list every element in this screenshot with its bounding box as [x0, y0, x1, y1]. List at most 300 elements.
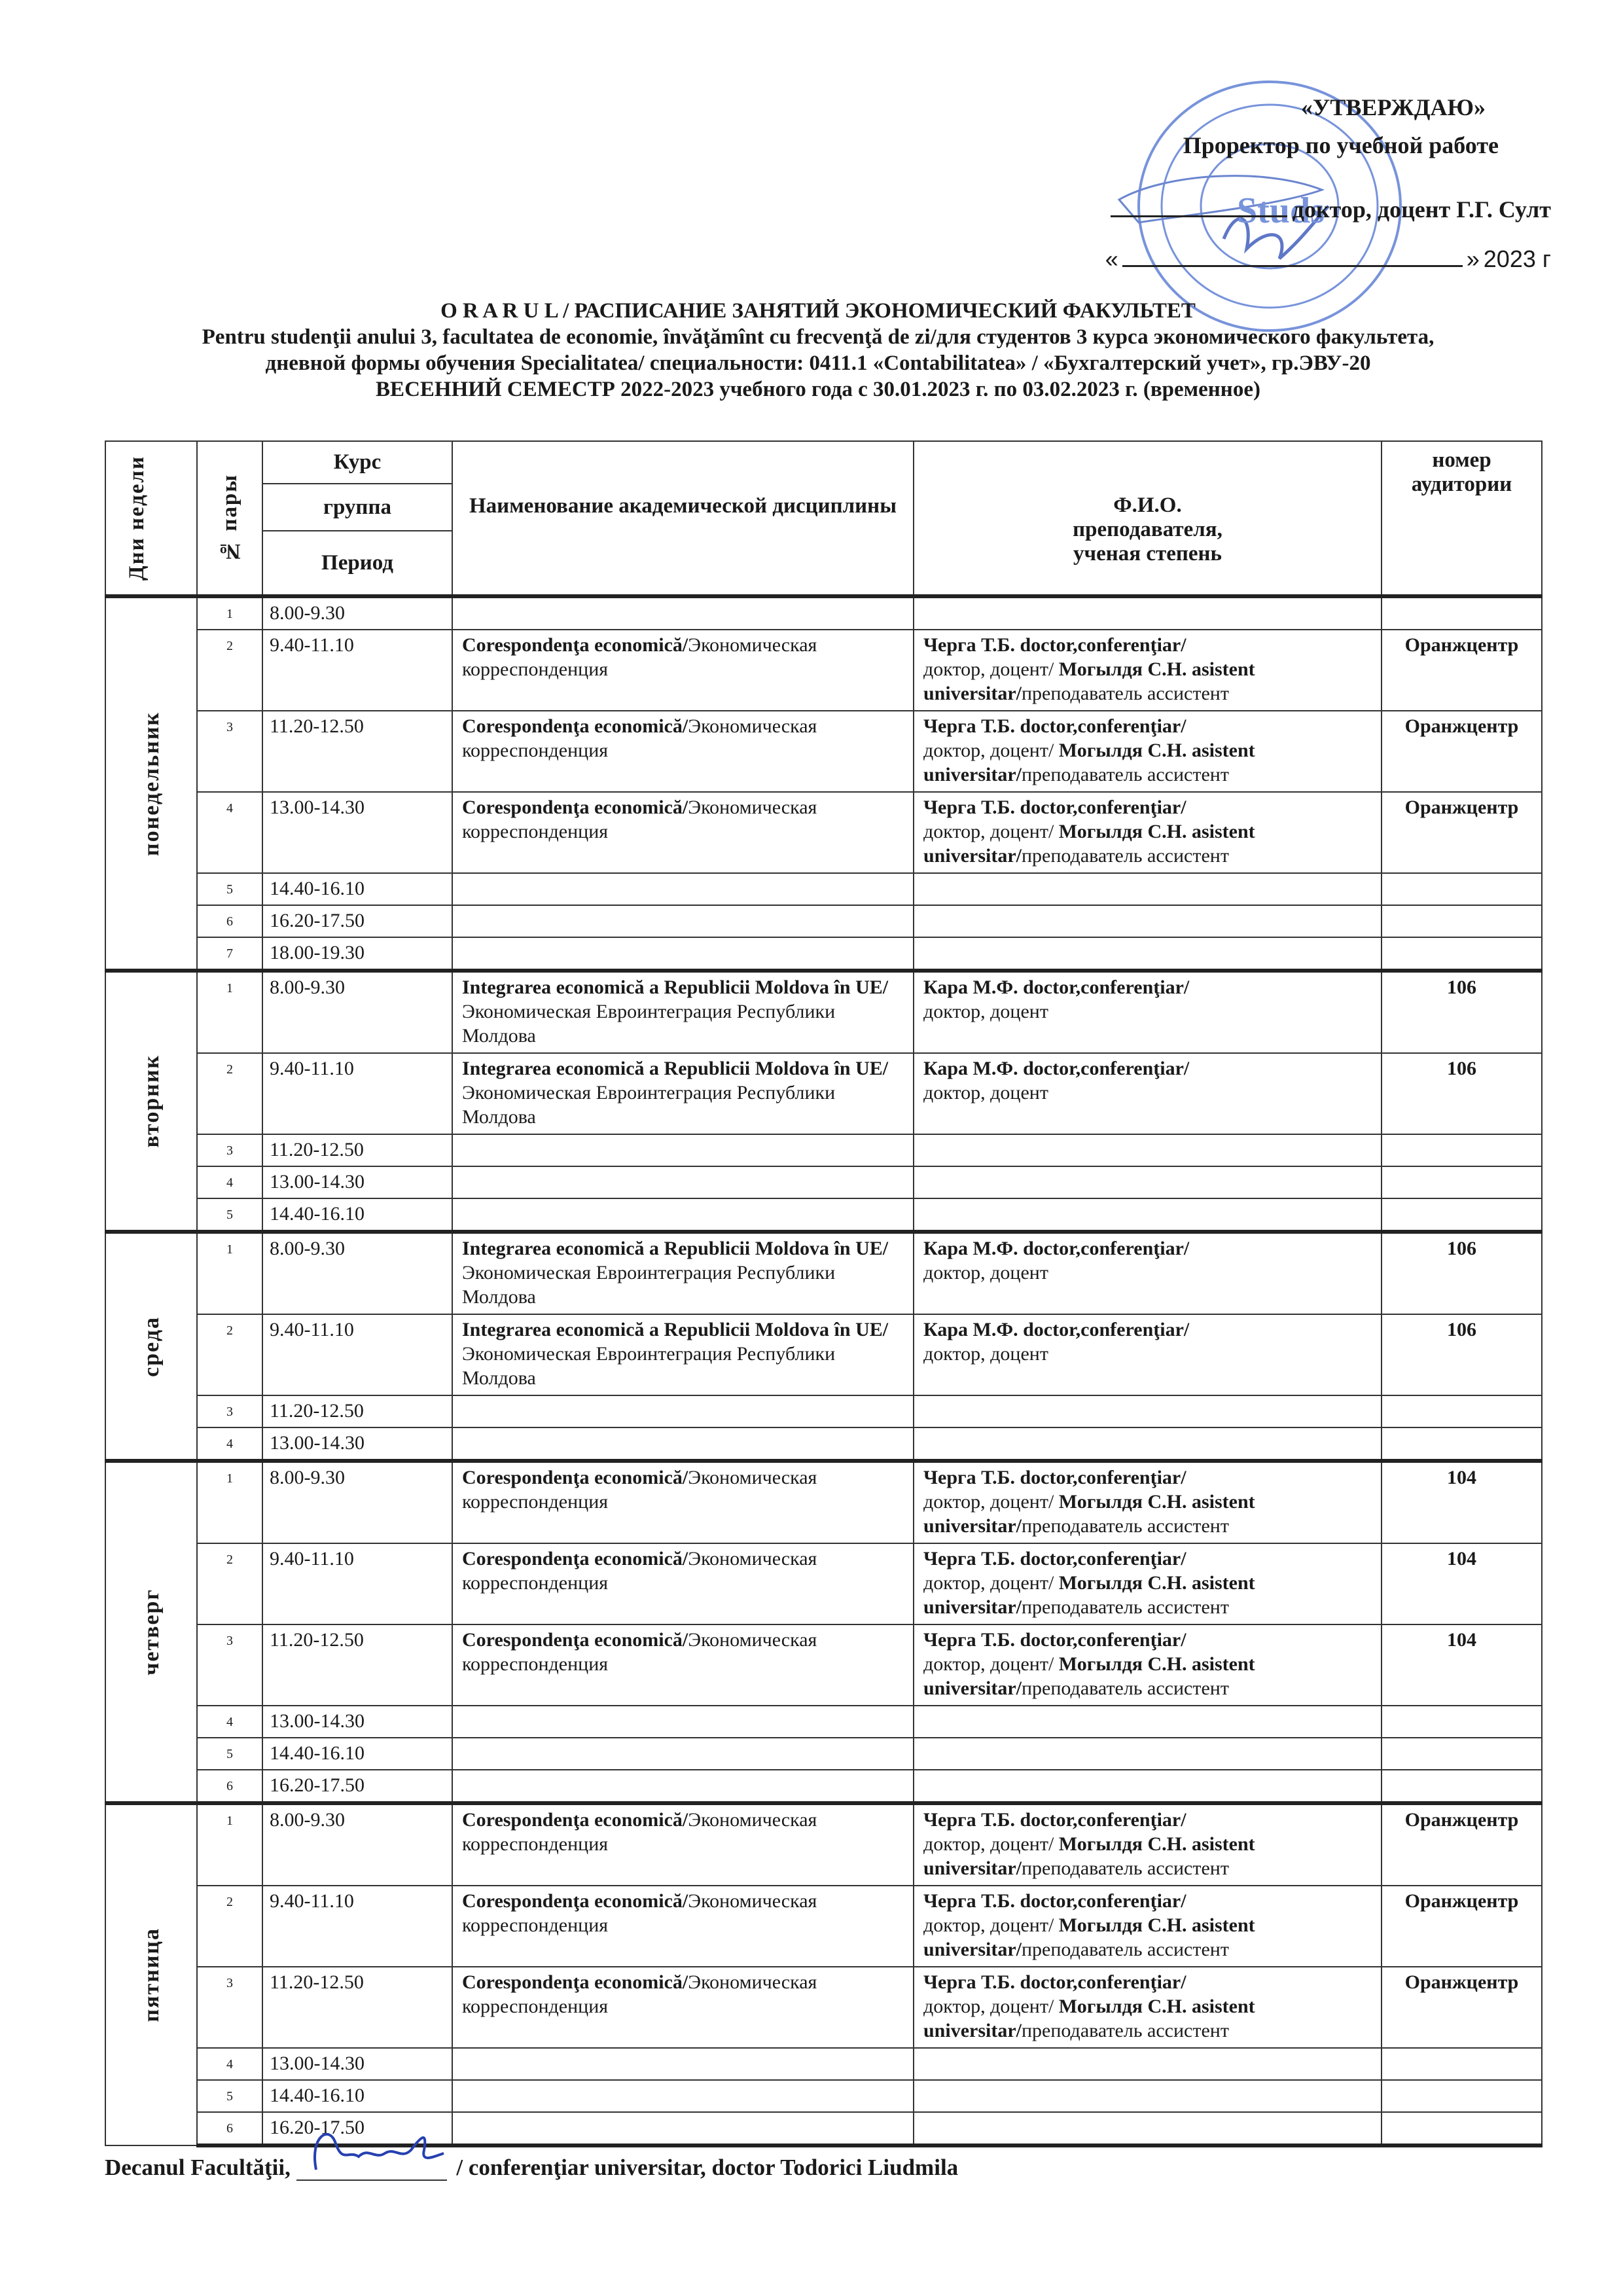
- teacher-secondary-title-ru: преподаватель ассистент: [1022, 1677, 1229, 1699]
- discipline-cell: [452, 1706, 914, 1738]
- discipline-cell: [452, 2112, 914, 2145]
- pair-number: [197, 1134, 262, 1166]
- dean-footer: [105, 2144, 958, 2181]
- period-cell: [262, 1706, 452, 1738]
- period-text: 13.00-14.30: [270, 2053, 365, 2074]
- schedule-row: [105, 1053, 1542, 1134]
- discipline-cell: [452, 2080, 914, 2112]
- period-text: 11.20-12.50: [270, 1971, 364, 1993]
- pair-number-text: 6: [226, 914, 233, 929]
- pair-number: [197, 1232, 262, 1314]
- teacher-primary: Черга Т.Б. doctor,conferenţiar/: [923, 1629, 1186, 1651]
- teacher-cell: [914, 2048, 1382, 2080]
- discipline-cell: [452, 1314, 914, 1395]
- discipline-ru: Экономическая Евроинтеграция Республики Молдова: [462, 1262, 836, 1308]
- teacher-primary: Кара М.Ф. doctor,conferenţiar/: [923, 1238, 1190, 1259]
- teacher-degree: доктор, доцент/: [923, 821, 1059, 842]
- teacher-secondary: Могылдя С.Н. asistent: [1058, 821, 1255, 842]
- period-text: 14.40-16.10: [270, 878, 365, 899]
- period-text: 16.20-17.50: [270, 1774, 365, 1796]
- date-open-quote: «: [1105, 245, 1118, 272]
- discipline-cell: [452, 1198, 914, 1232]
- pair-number: [197, 1543, 262, 1624]
- discipline-ru: Экономическая корреспонденция: [462, 1467, 817, 1513]
- header-days: Дни недели: [105, 441, 197, 596]
- teacher-cell: [914, 1886, 1382, 1967]
- teacher-cell: [914, 873, 1382, 905]
- pair-number: [197, 711, 262, 792]
- teacher-cell: [914, 1053, 1382, 1134]
- period-text: 8.00-9.30: [270, 1238, 345, 1259]
- teacher-cell: [914, 1624, 1382, 1706]
- discipline-cell: [452, 596, 914, 630]
- day-label-cell: [105, 1803, 197, 2145]
- discipline-ro: Integrarea economică a Republicii Moldova în UE/: [462, 1319, 889, 1340]
- period-cell: [262, 1395, 452, 1427]
- teacher-secondary: Могылдя С.Н. asistent: [1058, 658, 1255, 680]
- pair-number: [197, 630, 262, 711]
- schedule-row: [105, 1461, 1542, 1543]
- teacher-degree: доктор, доцент: [923, 1343, 1048, 1365]
- room-number: 104: [1447, 1548, 1476, 1570]
- pair-number: [197, 1803, 262, 1886]
- pair-number: [197, 1738, 262, 1770]
- schedule-row: [105, 1803, 1542, 1886]
- period-cell: [262, 937, 452, 971]
- schedule-row: [105, 711, 1542, 792]
- teacher-secondary-title-ru: преподаватель ассистент: [1022, 1939, 1229, 1960]
- pair-number-text: 2: [226, 1895, 233, 1909]
- teacher-cell: [914, 1770, 1382, 1803]
- date-close-quote: »: [1466, 245, 1480, 272]
- room-number: Оранжцентр: [1404, 1971, 1519, 1993]
- dean-signature: [296, 2144, 447, 2181]
- pair-number-text: 3: [226, 1405, 233, 1419]
- discipline-cell: [452, 1967, 914, 2048]
- pair-number: [197, 971, 262, 1053]
- pair-number-text: 4: [226, 1175, 233, 1190]
- period-cell: [262, 596, 452, 630]
- pair-number: [197, 1395, 262, 1427]
- pair-number-text: 4: [226, 1715, 233, 1729]
- day-label-cell: [105, 1232, 197, 1461]
- pair-number-text: 5: [226, 1208, 233, 1222]
- room-cell: [1382, 905, 1542, 937]
- teacher-secondary-title-ru: преподаватель ассистент: [1022, 1515, 1229, 1537]
- heading-semester: ВЕСЕННИЙ СЕМЕСТР 2022-2023 учебного года с 30.01.2023 г. по 03.02.2023 г. (временное): [376, 378, 1260, 401]
- teacher-cell: [914, 711, 1382, 792]
- pair-number-text: 5: [226, 1747, 233, 1761]
- teacher-degree: доктор, доцент/: [923, 658, 1059, 680]
- room-cell: [1382, 1427, 1542, 1461]
- period-text: 9.40-11.10: [270, 1319, 354, 1340]
- teacher-degree: доктор, доцент/: [923, 1572, 1059, 1594]
- period-cell: [262, 1314, 452, 1395]
- teacher-primary: Черга Т.Б. doctor,conferenţiar/: [923, 1890, 1186, 1912]
- teacher-primary: Черга Т.Б. doctor,conferenţiar/: [923, 797, 1186, 818]
- teacher-cell: [914, 1134, 1382, 1166]
- teacher-secondary-title-ro: universitar/: [923, 1677, 1022, 1699]
- discipline-ro: Corespondenţa economică/: [462, 715, 688, 737]
- pair-number-text: 1: [226, 1242, 233, 1257]
- schedule-row: [105, 1738, 1542, 1770]
- teacher-degree: доктор, доцент/: [923, 1833, 1059, 1855]
- teacher-secondary-title-ro: universitar/: [923, 2020, 1022, 2041]
- pair-number: [197, 1886, 262, 1967]
- period-cell: [262, 630, 452, 711]
- schedule-row: [105, 971, 1542, 1053]
- header-group: группа: [262, 484, 452, 531]
- pair-number-text: 4: [226, 1437, 233, 1451]
- discipline-cell: [452, 1624, 914, 1706]
- pair-number: [197, 1314, 262, 1395]
- period-text: 14.40-16.10: [270, 1742, 365, 1764]
- teacher-cell: [914, 2112, 1382, 2145]
- teacher-degree: доктор, доцент/: [923, 1653, 1059, 1675]
- discipline-cell: [452, 1427, 914, 1461]
- approval-year: 2023 г: [1483, 245, 1551, 272]
- period-text: 14.40-16.10: [270, 2085, 365, 2106]
- teacher-cell: [914, 937, 1382, 971]
- pair-number-text: 6: [226, 1779, 233, 1793]
- schedule-row: [105, 596, 1542, 630]
- period-cell: [262, 873, 452, 905]
- discipline-ro: Corespondenţa economică/: [462, 1629, 688, 1651]
- schedule-row: [105, 1886, 1542, 1967]
- schedule-row: [105, 2048, 1542, 2080]
- day-label-cell: [105, 596, 197, 971]
- teacher-secondary-title-ro: universitar/: [923, 1857, 1022, 1879]
- teacher-degree: доктор, доцент: [923, 1001, 1048, 1022]
- room-number: 104: [1447, 1629, 1476, 1651]
- room-cell: [1382, 1886, 1542, 1967]
- period-cell: [262, 905, 452, 937]
- period-cell: [262, 971, 452, 1053]
- pair-number: [197, 1624, 262, 1706]
- svg-text:Studs: Studs: [1237, 190, 1325, 231]
- period-cell: [262, 1053, 452, 1134]
- teacher-secondary-title-ru: преподаватель ассистент: [1022, 1857, 1229, 1879]
- schedule-row: [105, 1166, 1542, 1198]
- discipline-cell: [452, 937, 914, 971]
- period-cell: [262, 711, 452, 792]
- teacher-cell: [914, 792, 1382, 873]
- pair-number-text: 6: [226, 2121, 233, 2136]
- room-cell: [1382, 1967, 1542, 2048]
- discipline-ro: Corespondenţa economică/: [462, 1890, 688, 1912]
- discipline-cell: [452, 1543, 914, 1624]
- period-text: 8.00-9.30: [270, 602, 345, 624]
- teacher-cell: [914, 1166, 1382, 1198]
- room-cell: [1382, 630, 1542, 711]
- teacher-secondary-title-ru: преподаватель ассистент: [1022, 764, 1229, 785]
- period-cell: [262, 1803, 452, 1886]
- teacher-primary: Черга Т.Б. doctor,conferenţiar/: [923, 1467, 1186, 1488]
- room-cell: [1382, 1543, 1542, 1624]
- teacher-secondary-title-ru: преподаватель ассистент: [1022, 1596, 1229, 1618]
- discipline-ru: Экономическая Евроинтеграция Республики Молдова: [462, 1343, 836, 1389]
- discipline-ru: Экономическая корреспонденция: [462, 797, 817, 842]
- schedule-row: [105, 2080, 1542, 2112]
- teacher-primary: Черга Т.Б. doctor,conferenţiar/: [923, 1971, 1186, 1993]
- period-text: 16.20-17.50: [270, 910, 365, 931]
- teacher-degree: доктор, доцент: [923, 1082, 1048, 1103]
- day-name: среда: [139, 1316, 164, 1377]
- room-number: Оранжцентр: [1404, 1890, 1519, 1912]
- room-number: Оранжцентр: [1404, 634, 1519, 656]
- discipline-cell: [452, 2048, 914, 2080]
- discipline-ru: Экономическая корреспонденция: [462, 715, 817, 761]
- room-cell: [1382, 1624, 1542, 1706]
- discipline-cell: [452, 1053, 914, 1134]
- teacher-secondary-title-ru: преподаватель ассистент: [1022, 2020, 1229, 2041]
- period-cell: [262, 1198, 452, 1232]
- teacher-cell: [914, 1967, 1382, 2048]
- period-text: 11.20-12.50: [270, 1629, 364, 1651]
- teacher-cell: [914, 1738, 1382, 1770]
- period-text: 9.40-11.10: [270, 634, 354, 656]
- teacher-secondary-title-ro: universitar/: [923, 1939, 1022, 1960]
- teacher-secondary: Могылдя С.Н. asistent: [1058, 1833, 1255, 1855]
- period-text: 18.00-19.30: [270, 942, 365, 963]
- dean-label: Decanul Facultăţii,: [105, 2155, 291, 2180]
- discipline-ru: Экономическая корреспонденция: [462, 1629, 817, 1675]
- pair-number: [197, 2048, 262, 2080]
- schedule-table: [105, 440, 1543, 2147]
- period-cell: [262, 1427, 452, 1461]
- schedule-row: [105, 1967, 1542, 2048]
- header-pair-number: № пары: [197, 441, 262, 596]
- pair-number: [197, 792, 262, 873]
- period-cell: [262, 1166, 452, 1198]
- discipline-cell: [452, 792, 914, 873]
- pair-number-text: 4: [226, 801, 233, 816]
- teacher-cell: [914, 1314, 1382, 1395]
- discipline-cell: [452, 905, 914, 937]
- pair-number: [197, 873, 262, 905]
- room-number: 106: [1447, 977, 1476, 998]
- discipline-cell: [452, 971, 914, 1053]
- teacher-primary: Кара М.Ф. doctor,conferenţiar/: [923, 977, 1190, 998]
- pair-number: [197, 1166, 262, 1198]
- dean-title: / conferenţiar universitar, doctor Todorici Liudmila: [456, 2155, 959, 2180]
- pair-number-text: 4: [226, 2057, 233, 2072]
- discipline-cell: [452, 1232, 914, 1314]
- room-cell: [1382, 2048, 1542, 2080]
- room-cell: [1382, 873, 1542, 905]
- discipline-cell: [452, 1803, 914, 1886]
- room-cell: [1382, 792, 1542, 873]
- approval-block: [1027, 88, 1551, 278]
- schedule-row: [105, 792, 1542, 873]
- discipline-cell: [452, 630, 914, 711]
- period-cell: [262, 1967, 452, 2048]
- teacher-cell: [914, 1706, 1382, 1738]
- heading-title: O R A R U L / РАСПИСАНИЕ ЗАНЯТИЙ ЭКОНОМИЧЕСКИЙ ФАКУЛЬТЕТ: [440, 299, 1196, 323]
- approval-position: Проректор по учебной работе: [1183, 132, 1499, 158]
- day-label-cell: [105, 1461, 197, 1803]
- period-cell: [262, 1738, 452, 1770]
- pair-number: [197, 1967, 262, 2048]
- schedule-row: [105, 1395, 1542, 1427]
- teacher-secondary: Могылдя С.Н. asistent: [1058, 1653, 1255, 1675]
- header-discipline: Наименование академической дисциплины: [452, 441, 914, 596]
- teacher-cell: [914, 630, 1382, 711]
- room-cell: [1382, 937, 1542, 971]
- schedule-row: [105, 1706, 1542, 1738]
- teacher-cell: [914, 1427, 1382, 1461]
- teacher-secondary-title-ro: universitar/: [923, 764, 1022, 785]
- teacher-cell: [914, 1232, 1382, 1314]
- header-teacher: Ф.И.О. преподавателя, ученая степень: [914, 441, 1382, 596]
- discipline-cell: [452, 1166, 914, 1198]
- pair-number-text: 3: [226, 1143, 233, 1158]
- room-cell: [1382, 1461, 1542, 1543]
- period-cell: [262, 1624, 452, 1706]
- discipline-ro: Corespondenţa economică/: [462, 1971, 688, 1993]
- approval-signature-line: [1111, 196, 1287, 217]
- pair-number: [197, 2112, 262, 2145]
- pair-number-text: 1: [226, 1814, 233, 1828]
- room-cell: [1382, 2080, 1542, 2112]
- room-cell: [1382, 1738, 1542, 1770]
- pair-number-text: 1: [226, 1471, 233, 1486]
- discipline-ro: Corespondenţa economică/: [462, 797, 688, 818]
- teacher-primary: Черга Т.Б. doctor,conferenţiar/: [923, 634, 1186, 656]
- discipline-ro: Integrarea economică a Republicii Moldova în UE/: [462, 1238, 889, 1259]
- discipline-cell: [452, 1395, 914, 1427]
- discipline-ro: Corespondenţa economică/: [462, 1467, 688, 1488]
- discipline-ru: Экономическая корреспонденция: [462, 1890, 817, 1936]
- discipline-ro: Corespondenţa economică/: [462, 1548, 688, 1570]
- room-cell: [1382, 711, 1542, 792]
- period-text: 13.00-14.30: [270, 1171, 365, 1193]
- teacher-cell: [914, 905, 1382, 937]
- pair-number: [197, 1427, 262, 1461]
- room-cell: [1382, 1198, 1542, 1232]
- header-course: Курс: [262, 441, 452, 484]
- teacher-secondary-title-ro: universitar/: [923, 845, 1022, 867]
- discipline-cell: [452, 1886, 914, 1967]
- approval-title: «УТВЕРЖДАЮ»: [1300, 94, 1486, 120]
- approval-date: [1027, 240, 1551, 278]
- teacher-primary: Черга Т.Б. doctor,conferenţiar/: [923, 1809, 1186, 1831]
- period-text: 9.40-11.10: [270, 1890, 354, 1912]
- room-number: 106: [1447, 1319, 1476, 1340]
- teacher-degree: доктор, доцент/: [923, 1996, 1059, 2017]
- teacher-cell: [914, 1543, 1382, 1624]
- schedule-row: [105, 1198, 1542, 1232]
- period-text: 8.00-9.30: [270, 1467, 345, 1488]
- heading-specialty: дневной формы обучения Specialitatea/ специальности: 0411.1 «Contabilitatea» / «Бухгалтерский учет», гр.ЭВУ-20: [265, 351, 1371, 375]
- discipline-ro: Integrarea economică a Republicii Moldova în UE/: [462, 1058, 889, 1079]
- heading-students: Pentru studenţii anului 3, facultatea de economie, învăţămînt cu frecvenţă de zi/для студентов 3 курса экономического факультета,: [202, 325, 1435, 349]
- room-cell: [1382, 1134, 1542, 1166]
- pair-number-text: 3: [226, 720, 233, 734]
- period-cell: [262, 1770, 452, 1803]
- date-line: [1122, 245, 1463, 267]
- schedule-row: [105, 937, 1542, 971]
- day-name: понедельник: [139, 711, 164, 856]
- discipline-ru: Экономическая корреспонденция: [462, 634, 817, 680]
- room-number: 104: [1447, 1467, 1476, 1488]
- room-cell: [1382, 1314, 1542, 1395]
- header-period: Период: [262, 531, 452, 596]
- schedule-row: [105, 905, 1542, 937]
- period-text: 8.00-9.30: [270, 1809, 345, 1831]
- discipline-ru: Экономическая Евроинтеграция Республики Молдова: [462, 1001, 836, 1047]
- pair-number-text: 3: [226, 1976, 233, 1990]
- discipline-cell: [452, 1461, 914, 1543]
- room-number: 106: [1447, 1058, 1476, 1079]
- teacher-primary: Черга Т.Б. doctor,conferenţiar/: [923, 715, 1186, 737]
- teacher-cell: [914, 1461, 1382, 1543]
- approval-signer: доктор, доцент Г.Г. Султ: [1292, 196, 1551, 223]
- period-text: 13.00-14.30: [270, 1432, 365, 1454]
- teacher-secondary: Могылдя С.Н. asistent: [1058, 1996, 1255, 2017]
- room-cell: [1382, 596, 1542, 630]
- period-cell: [262, 1543, 452, 1624]
- pair-number: [197, 905, 262, 937]
- pair-number: [197, 1770, 262, 1803]
- pair-number: [197, 596, 262, 630]
- pair-number-text: 2: [226, 1552, 233, 1567]
- document-heading: [98, 298, 1538, 403]
- teacher-primary: Черга Т.Б. doctor,conferenţiar/: [923, 1548, 1186, 1570]
- room-cell: [1382, 971, 1542, 1053]
- discipline-ru: Экономическая корреспонденция: [462, 1809, 817, 1855]
- teacher-cell: [914, 596, 1382, 630]
- period-cell: [262, 2048, 452, 2080]
- period-text: 14.40-16.10: [270, 1203, 365, 1225]
- period-text: 13.00-14.30: [270, 1710, 365, 1732]
- teacher-secondary: Могылдя С.Н. asistent: [1058, 740, 1255, 761]
- period-cell: [262, 1461, 452, 1543]
- room-cell: [1382, 1166, 1542, 1198]
- teacher-secondary-title-ro: universitar/: [923, 683, 1022, 704]
- period-text: 11.20-12.50: [270, 715, 364, 737]
- discipline-ro: Corespondenţa economică/: [462, 1809, 688, 1831]
- schedule-row: [105, 630, 1542, 711]
- discipline-cell: [452, 1134, 914, 1166]
- teacher-degree: доктор, доцент/: [923, 1914, 1059, 1936]
- pair-number: [197, 2080, 262, 2112]
- teacher-primary: Кара М.Ф. doctor,conferenţiar/: [923, 1058, 1190, 1079]
- discipline-ru: Экономическая корреспонденция: [462, 1971, 817, 2017]
- pair-number: [197, 937, 262, 971]
- discipline-cell: [452, 1738, 914, 1770]
- period-text: 9.40-11.10: [270, 1058, 354, 1079]
- room-number: Оранжцентр: [1404, 715, 1519, 737]
- teacher-cell: [914, 971, 1382, 1053]
- schedule-row: [105, 1543, 1542, 1624]
- pair-number: [197, 1461, 262, 1543]
- day-label-cell: [105, 971, 197, 1232]
- teacher-degree: доктор, доцент: [923, 1262, 1048, 1283]
- pair-number-text: 7: [226, 946, 233, 961]
- discipline-cell: [452, 711, 914, 792]
- teacher-cell: [914, 1803, 1382, 1886]
- teacher-secondary: Могылдя С.Н. asistent: [1058, 1491, 1255, 1513]
- pair-number-text: 1: [226, 607, 233, 621]
- period-cell: [262, 1886, 452, 1967]
- pair-number-text: 1: [226, 981, 233, 996]
- period-text: 16.20-17.50: [270, 2117, 365, 2138]
- period-text: 11.20-12.50: [270, 1139, 364, 1160]
- schedule-row: [105, 873, 1542, 905]
- pair-number-text: 5: [226, 2089, 233, 2104]
- discipline-ru: Экономическая Евроинтеграция Республики Молдова: [462, 1082, 836, 1128]
